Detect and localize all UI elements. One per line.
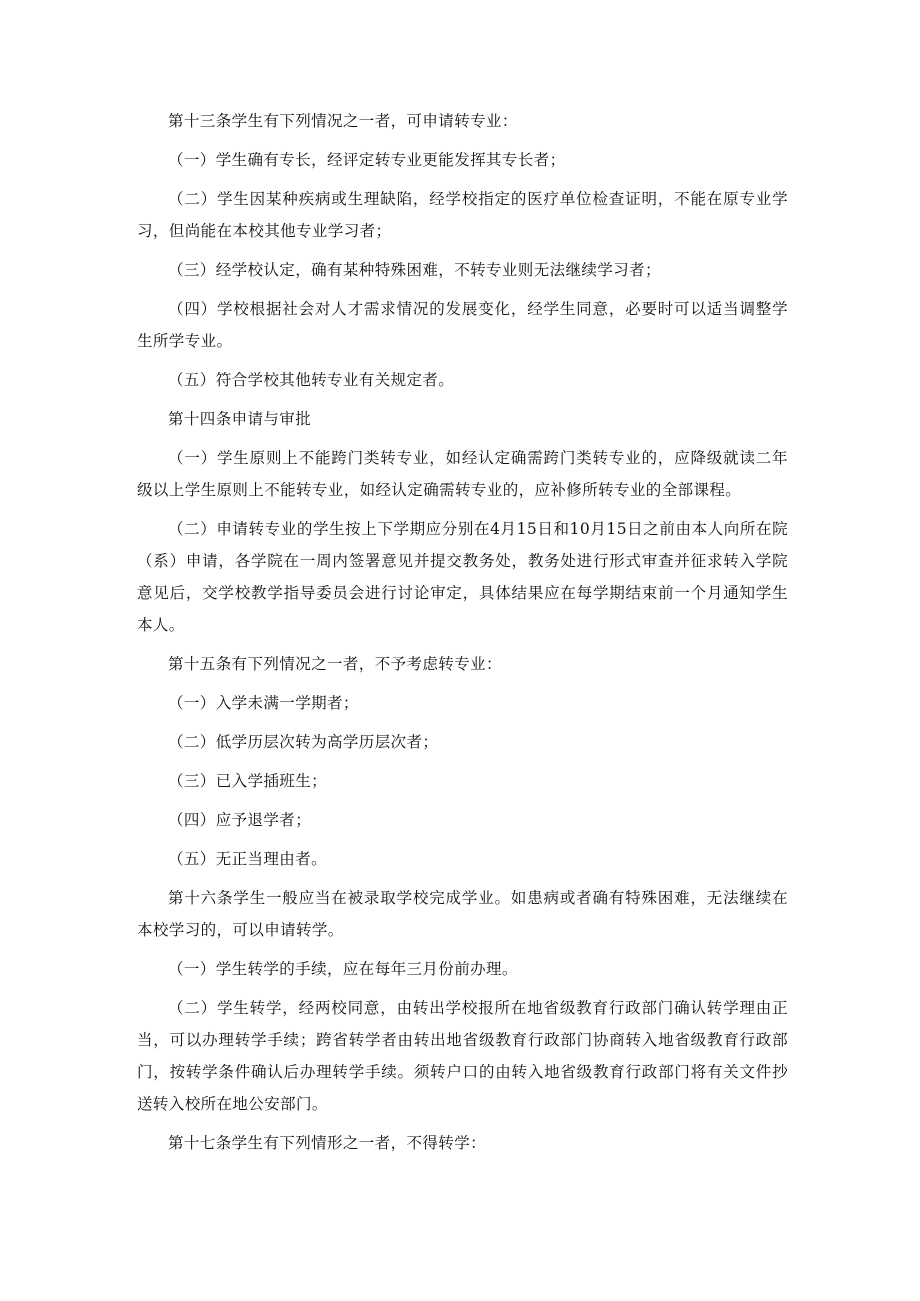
article-15-item-5: （五）无正当理由者。 xyxy=(168,850,328,868)
article-15-item-2: （二）低学历层次转为高学历层次者； xyxy=(168,733,439,751)
article-15-item-3: （三）已入学插班生； xyxy=(168,772,328,790)
article-14-item-1: （一）学生原则上不能跨门类转专业，如经认定确需跨门类转专业的，应降级就读二年级以上学生原则上不能转专业，如经认定确需转专业的，应补修所转专业的全部课程。 xyxy=(137,449,788,499)
article-15-item-1: （一）入学未满一学期者； xyxy=(168,694,359,712)
article-14-item-2: （二）申请转专业的学生按上下学期应分别在4月15日和10月15日之前由本人向所在院（系）申请，各学院在一周内签署意见并提交教务处，教务处进行形式审查并征求转入学院意见后，交学校教学指导委员会进行讨论审定，具体结果应在每学期结束前一个月通知学生本人。 xyxy=(137,520,788,634)
article-13-heading: 第十三条学生有下列情况之一者，可申请转专业： xyxy=(168,112,518,130)
article-15-heading: 第十五条有下列情况之一者，不予考虑转专业： xyxy=(168,655,502,673)
article-13-item-1: （一）学生确有专长，经评定转专业更能发挥其专长者； xyxy=(168,151,566,169)
article-16-heading: 第十六条学生一般应当在被录取学校完成学业。如患病或者确有特殊困难，无法继续在本校学习的，可以申请转学。 xyxy=(137,889,788,939)
article-15-item-4: （四）应予退学者； xyxy=(168,811,312,829)
article-13-item-3: （三）经学校认定，确有某种特殊困难，不转专业则无法继续学习者； xyxy=(168,261,661,279)
article-13-item-4: （四）学校根据社会对人才需求情况的发展变化，经学生同意，必要时可以适当调整学生所学专业。 xyxy=(137,300,788,350)
article-17-heading: 第十七条学生有下列情形之一者，不得转学： xyxy=(168,1134,487,1152)
article-16-item-2: （二）学生转学，经两校同意，由转出学校报所在地省级教育行政部门确认转学理由正当，可以办理转学手续；跨省转学者由转出地省级教育行政部门协商转入地省级教育行政部门，按转学条件确认后办理转学手续。须转户口的由转入地省级教育行政部门将有关文件抄送转入校所在地公安部门。 xyxy=(137,999,788,1113)
article-13-item-5: （五）符合学校其他转专业有关规定者。 xyxy=(168,371,455,389)
article-14-heading: 第十四条申请与审批 xyxy=(168,410,312,428)
article-16-item-1: （一）学生转学的手续，应在每年三月份前办理。 xyxy=(168,960,518,978)
article-13-item-2: （二）学生因某种疾病或生理缺陷，经学校指定的医疗单位检查证明，不能在原专业学习，但尚能在本校其他专业学习者； xyxy=(137,190,788,240)
